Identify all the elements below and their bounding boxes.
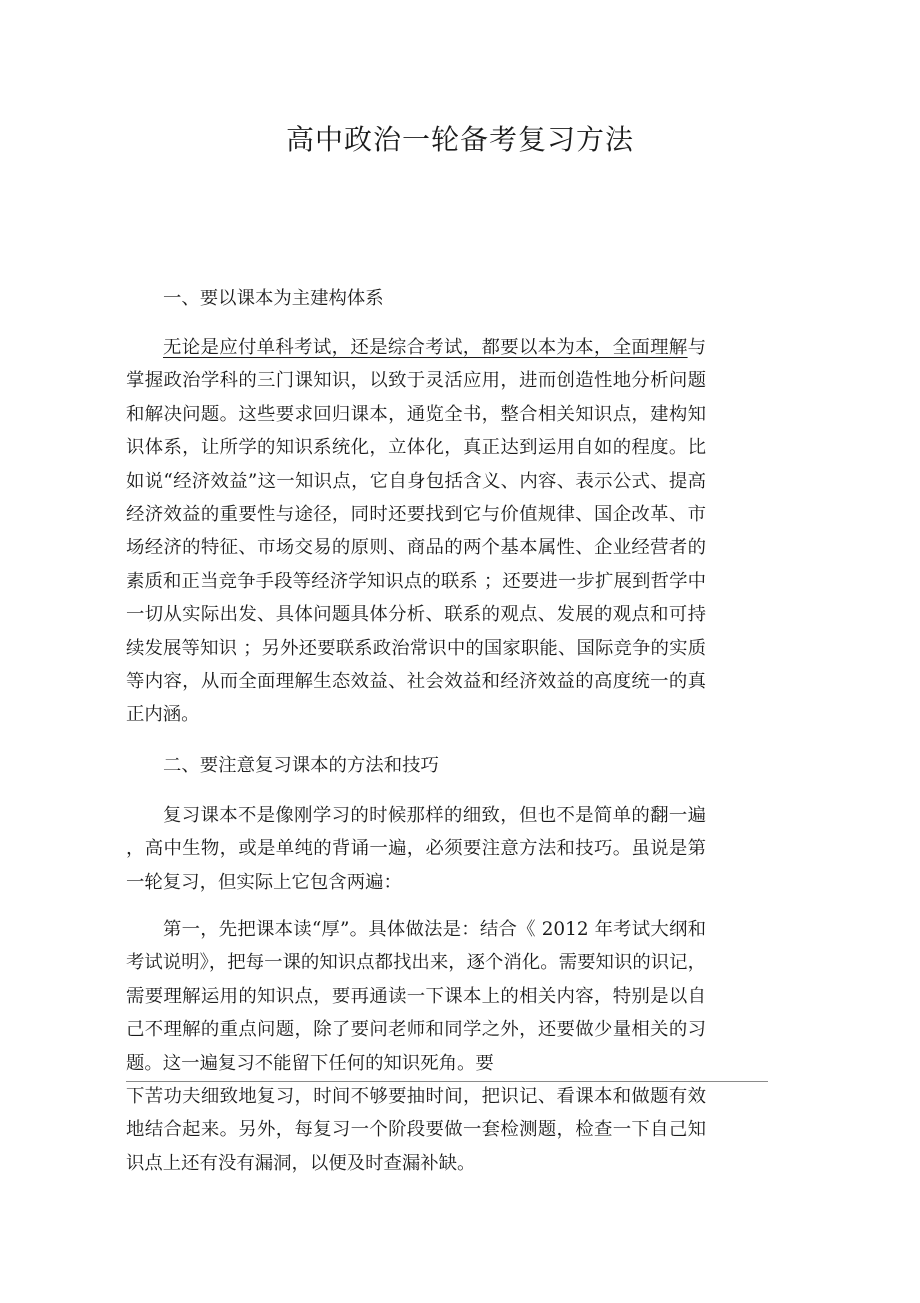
- paragraph-1: [126, 331, 706, 732]
- paragraph-3: 第一，先把课本读“厚”。具体做法是：结合《 2012 年考试大纲和考试说明》，把每一课的知识点都找出来，逐个消化。需要知识的识记，需要理解运用的知识点，要再通读一下课本上的相关内容，特别是以自己不理解的重点问题，除了要问老师和同学之外，还要做少量相关的习题。这一遍复习不能留下任何的知识死角。要: [126, 919, 706, 1074]
- paragraph-1-text: 与掌握政治学科的三门课知识，以致于灵活应用，进而创造性地分析问题和解决问题。这些要求回归课本，通览全书，整合相关知识点，建构知识体系，让所学的知识系统化，立体化，真正达到运用自如的程度。比如说“经济效益”这一知识点，它自身包括含义、内容、表示公式、提高经济效益的重要性与途径，同时还要找到它与价值规律、国企改革、市场经济的特征、市场交易的原则、商品的两个基本属性、企业经营者的素质和正当竞争手段等经济学知识点的联系 ；还要进一步扩展到哲学中一切从实际出发、具体问题具体分析、联系的观点、发展的观点和可持续发展等知识 ；另外还要联系政治常识中的国家职能、国际竞争的实质等内容，从而全面理解生态效益、社会效益和经济效益的高度统一的真正内涵。: [126, 337, 706, 726]
- paragraph-2: 复习课本不是像刚学习的时候那样的细致，但也不是简单的翻一遍 ，高中生物，或是单纯的背诵一遍，必须要注意方法和技巧。虽说是第一轮复习，但实际上它包含两遍：: [126, 805, 706, 893]
- section-heading-1: 一、要以课本为主建构体系: [163, 288, 384, 309]
- paragraph-1-underlined-text: 无论是应付单科考试，还是综合考试，都要以本为本，全面理解: [163, 337, 688, 358]
- section-heading-2: 二、要注意复习课本的方法和技巧: [163, 755, 439, 776]
- document-title: 高中政治一轮备考复习方法: [285, 123, 634, 156]
- paragraph-4: 下苦功夫细致地复习，时间不够要抽时间，把识记、看课本和做题有效地结合起来。另外，每复习一个阶段要做一套检测题，检查一下自己知识点上还有没有漏洞，以便及时查漏补缺。: [126, 1086, 706, 1174]
